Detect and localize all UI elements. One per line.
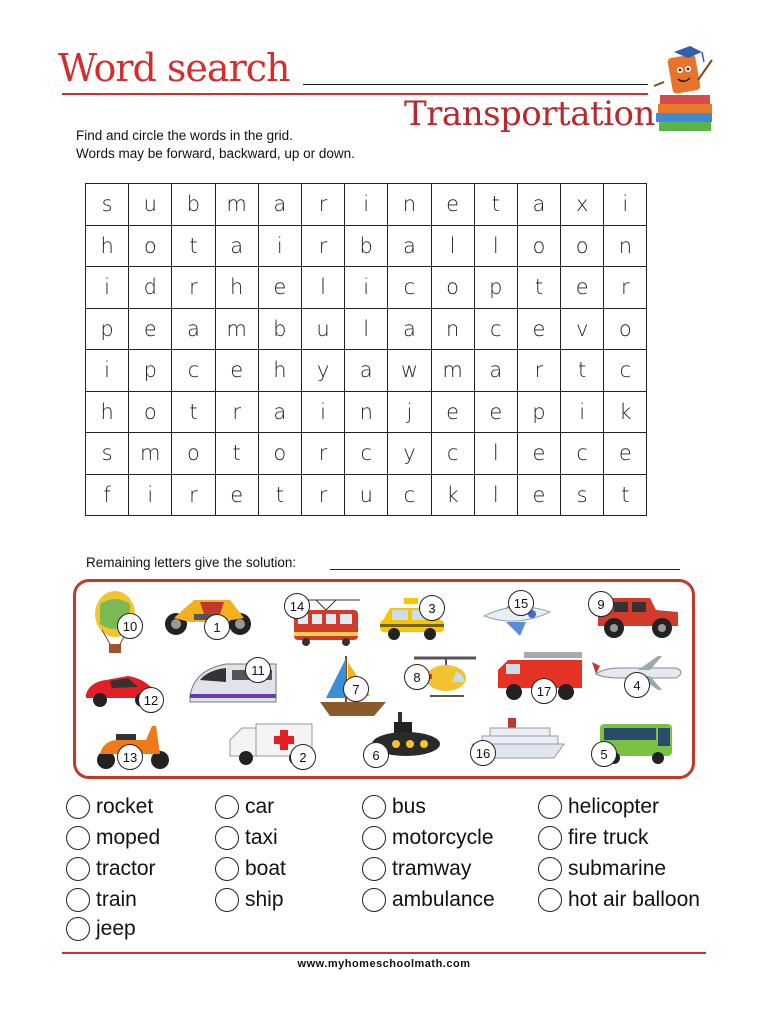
grid-cell[interactable]: m [432, 350, 475, 392]
grid-cell[interactable]: o [561, 226, 604, 268]
grid-cell[interactable]: o [604, 309, 647, 351]
grid-cell[interactable]: r [302, 433, 345, 475]
answer-circle[interactable] [215, 857, 239, 881]
grid-cell[interactable]: x [561, 184, 604, 226]
grid-cell[interactable]: o [172, 433, 215, 475]
word-label: motorcycle [392, 826, 494, 849]
grid-cell[interactable]: t [216, 433, 259, 475]
grid-cell[interactable]: c [345, 433, 388, 475]
grid-cell[interactable]: v [561, 309, 604, 351]
grid-cell[interactable]: l [345, 309, 388, 351]
word-label: tractor [96, 857, 156, 880]
grid-cell[interactable]: i [259, 226, 302, 268]
grid-cell[interactable]: s [86, 433, 129, 475]
grid-cell[interactable]: a [172, 309, 215, 351]
grid-cell[interactable]: n [345, 392, 388, 434]
picture-number: 15 [508, 590, 534, 616]
word-item[interactable] [66, 888, 137, 912]
grid-cell[interactable]: e [604, 433, 647, 475]
page-title: Word search [58, 46, 290, 90]
grid-cell[interactable]: p [518, 392, 561, 434]
book-mascot-icon [650, 40, 716, 136]
grid-cell[interactable]: t [604, 475, 647, 517]
answer-circle[interactable] [538, 826, 562, 850]
answer-circle[interactable] [66, 888, 90, 912]
grid-cell[interactable]: i [129, 475, 172, 517]
grid-cell[interactable]: a [345, 350, 388, 392]
word-item[interactable] [66, 826, 160, 850]
footer-url: www.myhomeschoolmath.com [297, 958, 471, 970]
word-label: bus [392, 795, 426, 818]
grid-cell[interactable]: e [432, 184, 475, 226]
grid-cell[interactable]: e [518, 433, 561, 475]
pictures-panel [73, 579, 695, 779]
grid-cell[interactable]: u [302, 309, 345, 351]
answer-circle[interactable] [362, 857, 386, 881]
grid-cell[interactable]: i [86, 267, 129, 309]
word-item[interactable] [538, 888, 700, 912]
grid-cell[interactable]: t [475, 184, 518, 226]
grid-cell[interactable]: p [475, 267, 518, 309]
word-label: hot air balloon [568, 888, 700, 911]
grid-cell[interactable]: e [216, 475, 259, 517]
page-subtitle: Transportation [404, 94, 655, 134]
grid-cell[interactable]: l [302, 267, 345, 309]
grid-cell[interactable]: o [432, 267, 475, 309]
word-label: boat [245, 857, 286, 880]
grid-cell[interactable]: r [302, 184, 345, 226]
word-item[interactable] [538, 795, 659, 819]
picture-number: 14 [284, 593, 310, 619]
grid-cell[interactable]: i [604, 184, 647, 226]
grid-cell[interactable]: t [259, 475, 302, 517]
grid-cell[interactable]: y [302, 350, 345, 392]
answer-circle[interactable] [362, 888, 386, 912]
grid-cell[interactable]: a [518, 184, 561, 226]
grid-cell[interactable]: c [475, 309, 518, 351]
grid-cell[interactable]: e [216, 350, 259, 392]
grid-cell[interactable]: j [388, 392, 431, 434]
word-item[interactable] [362, 857, 471, 881]
grid-cell[interactable]: l [475, 433, 518, 475]
word-item[interactable] [215, 857, 286, 881]
word-label: moped [96, 826, 161, 849]
picture-number: 8 [404, 664, 430, 690]
grid-cell[interactable]: i [561, 392, 604, 434]
picture-number: 11 [245, 657, 271, 683]
answer-circle[interactable] [215, 888, 239, 912]
grid-cell[interactable]: a [475, 350, 518, 392]
picture-number: 13 [117, 744, 143, 770]
grid-cell[interactable]: r [518, 350, 561, 392]
grid-cell[interactable]: y [388, 433, 431, 475]
grid-cell[interactable]: f [86, 475, 129, 517]
grid-cell[interactable]: r [172, 475, 215, 517]
grid-cell[interactable]: k [432, 475, 475, 517]
grid-cell[interactable]: c [561, 433, 604, 475]
grid-cell[interactable]: e [561, 267, 604, 309]
answer-circle[interactable] [215, 826, 239, 850]
answer-circle[interactable] [66, 857, 90, 881]
grid-cell[interactable]: s [86, 184, 129, 226]
grid-cell[interactable]: t [518, 267, 561, 309]
grid-cell[interactable]: o [129, 392, 172, 434]
grid-cell[interactable]: a [216, 226, 259, 268]
grid-cell[interactable]: c [388, 267, 431, 309]
word-item[interactable] [362, 826, 494, 850]
word-label: taxi [245, 826, 278, 849]
grid-cell[interactable]: l [475, 226, 518, 268]
grid-cell[interactable]: h [86, 392, 129, 434]
picture-number: 10 [117, 613, 143, 639]
grid-cell[interactable]: a [259, 392, 302, 434]
grid-cell[interactable]: c [604, 350, 647, 392]
grid-cell[interactable]: b [345, 226, 388, 268]
picture-number: 5 [591, 741, 617, 767]
grid-cell[interactable]: m [216, 309, 259, 351]
word-item[interactable] [215, 795, 274, 819]
picture-number: 12 [138, 687, 164, 713]
grid-cell[interactable]: e [518, 309, 561, 351]
grid-cell[interactable]: m [216, 184, 259, 226]
grid-cell[interactable]: e [129, 309, 172, 351]
footer-rule [62, 952, 706, 954]
grid-cell[interactable]: c [388, 475, 431, 517]
grid-cell[interactable]: i [345, 184, 388, 226]
grid-cell[interactable]: c [172, 350, 215, 392]
answer-circle[interactable] [66, 917, 90, 941]
grid-cell[interactable]: e [475, 392, 518, 434]
solution-label: Remaining letters give the solution: [86, 555, 297, 570]
grid-cell[interactable]: t [561, 350, 604, 392]
grid-cell[interactable]: r [604, 267, 647, 309]
grid-cell[interactable]: s [561, 475, 604, 517]
grid-cell[interactable]: a [259, 184, 302, 226]
picture-number: 2 [290, 744, 316, 770]
word-label: car [245, 795, 275, 818]
grid-cell[interactable]: a [388, 226, 431, 268]
word-item[interactable] [66, 795, 153, 819]
grid-cell[interactable]: h [86, 226, 129, 268]
word-label: train [96, 888, 137, 911]
grid-cell[interactable]: l [475, 475, 518, 517]
grid-cell[interactable]: n [432, 309, 475, 351]
word-label: ship [245, 888, 284, 911]
answer-circle[interactable] [66, 795, 90, 819]
grid-cell[interactable]: i [302, 392, 345, 434]
grid-cell[interactable]: b [259, 309, 302, 351]
grid-cell[interactable]: i [345, 267, 388, 309]
word-item[interactable] [215, 888, 284, 912]
grid-cell[interactable]: l [432, 226, 475, 268]
grid-cell[interactable]: u [345, 475, 388, 517]
word-item[interactable] [538, 826, 649, 850]
word-item[interactable] [538, 857, 666, 881]
answer-circle[interactable] [538, 857, 562, 881]
instruction-line-1: Find and circle the words in the grid. [76, 128, 293, 143]
grid-cell[interactable]: b [172, 184, 215, 226]
answer-circle[interactable] [538, 888, 562, 912]
word-item[interactable] [362, 795, 426, 819]
word-item[interactable] [66, 857, 156, 881]
word-item[interactable] [66, 917, 136, 941]
grid-cell[interactable]: e [518, 475, 561, 517]
answer-circle[interactable] [362, 795, 386, 819]
word-item[interactable] [215, 826, 278, 850]
word-item[interactable] [362, 888, 495, 912]
picture-number: 3 [419, 595, 445, 621]
picture-number: 16 [470, 740, 496, 766]
grid-cell[interactable]: m [129, 433, 172, 475]
grid-cell[interactable]: t [172, 226, 215, 268]
grid-cell[interactable]: t [172, 392, 215, 434]
grid-cell[interactable]: e [259, 267, 302, 309]
word-label: rocket [96, 795, 154, 818]
word-label: jeep [96, 917, 136, 940]
grid-cell[interactable]: o [518, 226, 561, 268]
grid-cell[interactable]: n [604, 226, 647, 268]
grid-cell[interactable]: r [172, 267, 215, 309]
grid-cell[interactable]: d [129, 267, 172, 309]
word-label: helicopter [568, 795, 660, 818]
answer-circle[interactable] [538, 795, 562, 819]
grid-cell[interactable]: p [86, 309, 129, 351]
grid-cell[interactable]: r [302, 226, 345, 268]
grid-cell[interactable]: c [432, 433, 475, 475]
grid-cell[interactable]: a [388, 309, 431, 351]
grid-cell[interactable]: i [86, 350, 129, 392]
word-label: ambulance [392, 888, 495, 911]
solution-answer-line[interactable] [330, 569, 680, 570]
grid-cell[interactable]: o [259, 433, 302, 475]
picture-number: 7 [343, 676, 369, 702]
answer-circle[interactable] [66, 826, 90, 850]
answer-circle[interactable] [215, 795, 239, 819]
grid-cell[interactable]: n [388, 184, 431, 226]
grid-cell[interactable]: h [216, 267, 259, 309]
grid-cell[interactable]: u [129, 184, 172, 226]
picture-number: 6 [363, 742, 389, 768]
word-label: tramway [392, 857, 472, 880]
word-label: fire truck [568, 826, 649, 849]
grid-cell[interactable]: r [216, 392, 259, 434]
picture-number: 4 [624, 672, 650, 698]
answer-circle[interactable] [362, 826, 386, 850]
grid-cell[interactable]: o [129, 226, 172, 268]
grid-cell[interactable]: k [604, 392, 647, 434]
word-label: submarine [568, 857, 667, 880]
grid-cell[interactable]: r [302, 475, 345, 517]
title-underline [303, 84, 648, 85]
picture-number: 1 [204, 614, 230, 640]
grid-cell[interactable]: w [388, 350, 431, 392]
word-search-grid [85, 183, 647, 516]
grid-cell[interactable]: p [129, 350, 172, 392]
picture-number: 17 [531, 678, 557, 704]
instruction-line-2: Words may be forward, backward, up or down. [76, 146, 355, 161]
grid-cell[interactable]: h [259, 350, 302, 392]
picture-number: 9 [588, 591, 614, 617]
grid-cell[interactable]: e [432, 392, 475, 434]
